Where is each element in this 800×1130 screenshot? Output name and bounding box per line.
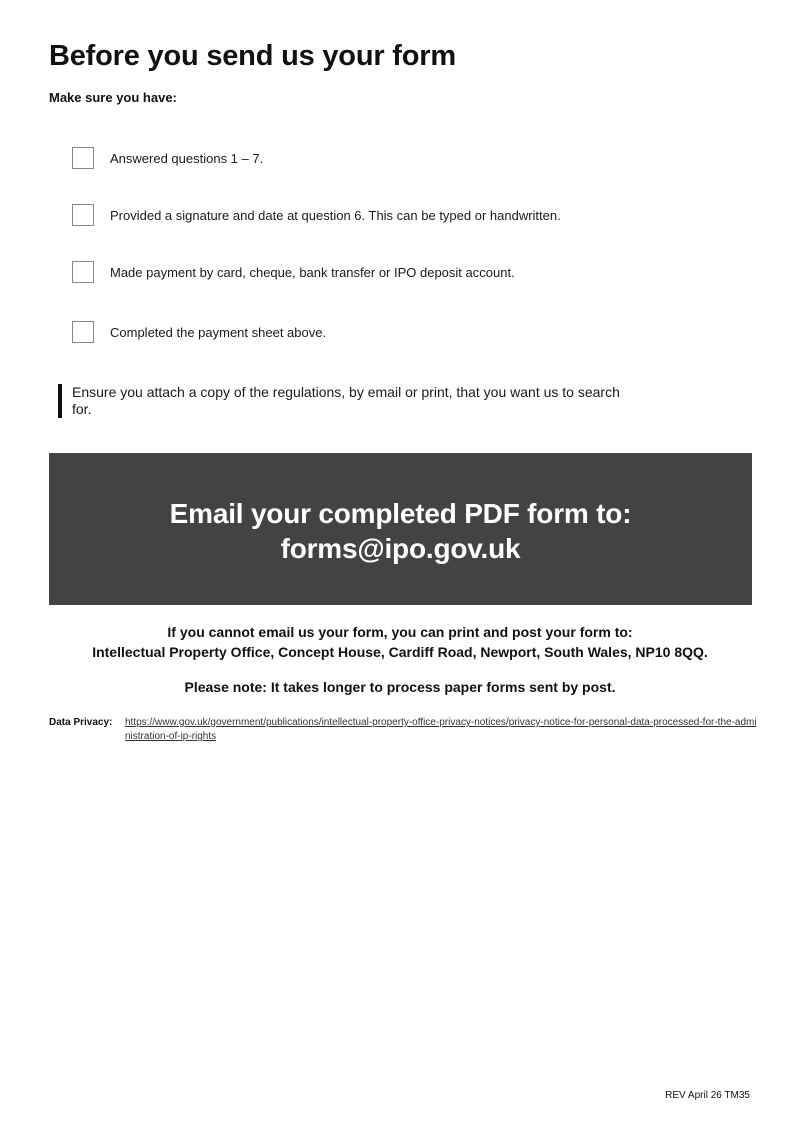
page-title: Before you send us your form — [49, 40, 456, 72]
postal-address: Intellectual Property Office, Concept House, Cardiff Road, Newport, South Wales, NP10 8QQ. — [92, 644, 708, 660]
paper-forms-note: Please note: It takes longer to process paper forms sent by post. — [184, 679, 616, 695]
checklist-item-answered-questions — [72, 146, 263, 170]
checkbox-payment-sheet[interactable] — [72, 321, 94, 343]
attach-regulations-notice: Ensure you attach a copy of the regulations, by email or print, that you want us to search for. — [58, 384, 632, 418]
form-revision-reference: REV April 26 TM35 — [665, 1090, 750, 1101]
checklist-item-payment-sheet — [72, 320, 326, 344]
postal-instructions-intro: If you cannot email us your form, you can print and post your form to: — [167, 624, 633, 640]
checklist-label: Made payment by card, cheque, bank transfer or IPO deposit account. — [110, 264, 515, 280]
checklist-label: Completed the payment sheet above. — [110, 324, 327, 340]
checklist-label: Answered questions 1 – 7. — [110, 150, 264, 166]
checklist-item-signature — [72, 203, 561, 227]
checkbox-payment[interactable] — [72, 261, 94, 283]
data-privacy-label: Data Privacy: — [49, 717, 113, 728]
email-banner — [49, 453, 752, 605]
checklist-item-payment — [72, 260, 515, 284]
checkbox-answered-questions[interactable] — [72, 147, 94, 169]
checklist-heading: Make sure you have: — [49, 90, 177, 105]
data-privacy — [49, 716, 759, 744]
checkbox-signature[interactable] — [72, 204, 94, 226]
email-address: forms@ipo.gov.uk — [280, 533, 521, 564]
checklist-label: Provided a signature and date at question 6. This can be typed or handwritten. — [110, 207, 561, 223]
postal-instructions — [0, 622, 800, 662]
email-banner-heading: Email your completed PDF form to: — [169, 498, 632, 529]
data-privacy-link[interactable]: https://www.gov.uk/government/publications/intellectual-property-office-privacy-notices/privacy-notice-for-personal-data-processed-for-the-administration-of-ip-rights — [125, 717, 757, 742]
